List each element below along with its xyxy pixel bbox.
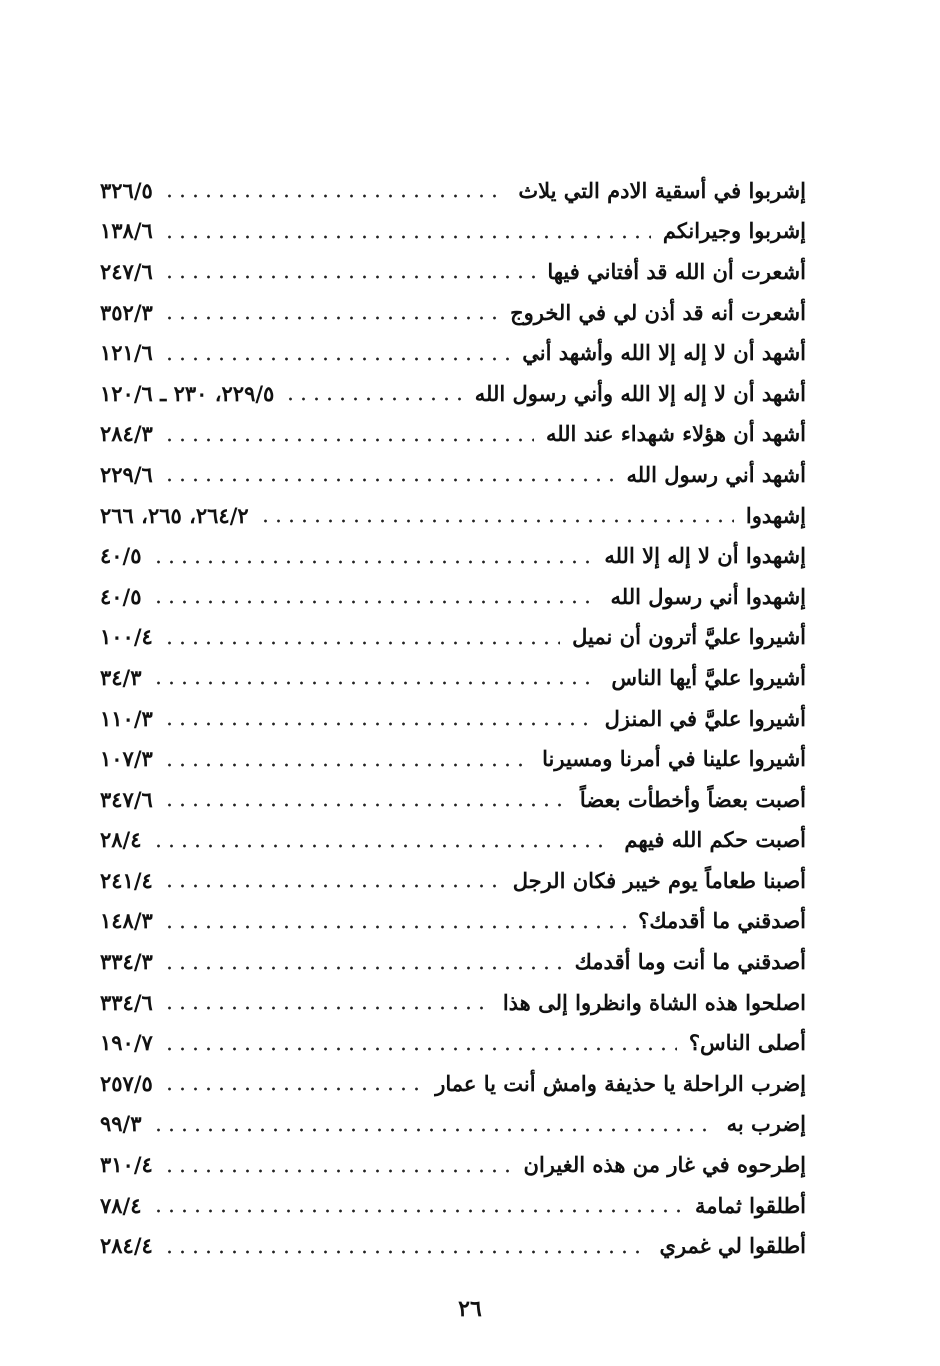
entry-reference: ٢٢٩/٥، ٢٣٠ ـ ١٢٠/٦ — [100, 380, 275, 406]
dot-leader — [163, 1169, 512, 1173]
index-entry — [100, 535, 806, 576]
entry-text: إشهدوا — [745, 502, 806, 528]
entry-text: أشهد أن لا إله إلا الله وأشهد أني — [522, 340, 806, 366]
dot-leader — [163, 438, 534, 442]
index-entry — [100, 698, 806, 739]
dot-leader — [259, 519, 734, 523]
index-entry — [100, 373, 806, 414]
entry-reference: ٤٠/٥ — [100, 583, 142, 609]
entry-text: إطرحوه في غار من هذه الغيران — [523, 1152, 806, 1178]
dot-leader — [152, 844, 613, 848]
index-entry — [100, 1104, 806, 1145]
index-entry — [100, 1022, 806, 1063]
entry-text: أصبت بعضاً وأخطأت بعضاً — [579, 786, 806, 812]
entry-reference: ١٠٠/٤ — [100, 624, 153, 650]
index-entry — [100, 414, 806, 455]
entry-reference: ١٩٠/٧ — [100, 1030, 153, 1056]
entry-text: أشهد أن هؤلاء شهداء عند الله — [545, 421, 806, 447]
entry-text: اصلحوا هذه الشاة وانظروا إلى هذا — [502, 989, 806, 1015]
entry-reference: ٣٣٤/٣ — [100, 949, 153, 975]
dot-leader — [163, 316, 498, 320]
index-entry — [100, 495, 806, 536]
entry-reference: ٢٨٤/٣ — [100, 421, 153, 447]
dot-leader — [163, 966, 563, 970]
dot-leader — [152, 681, 600, 685]
entry-reference: ١٤٨/٣ — [100, 908, 153, 934]
index-entry — [100, 941, 806, 982]
entry-text: أشعرت أن الله قد أفتاني فيها — [547, 258, 806, 284]
dot-leader — [163, 884, 501, 888]
entry-reference: ٢٨/٤ — [100, 827, 142, 853]
entry-reference: ٩٩/٣ — [100, 1111, 142, 1137]
dot-leader — [163, 803, 568, 807]
dot-leader — [163, 1006, 491, 1010]
entry-reference: ٣٣٤/٦ — [100, 989, 153, 1015]
entry-text: أشيروا عليَّ في المنزل — [604, 705, 806, 731]
entry-text: أشيروا عليَّ أيها الناس — [611, 664, 806, 690]
entry-reference: ١٠٧/٣ — [100, 746, 153, 772]
entry-text: أصلى الناس؟ — [688, 1030, 806, 1056]
entry-reference: ١٢١/٦ — [100, 340, 153, 366]
dot-leader — [163, 275, 536, 279]
index-entry — [100, 1144, 806, 1185]
dot-leader — [152, 560, 593, 564]
index-entry — [100, 860, 806, 901]
index-entry — [100, 982, 806, 1023]
dot-leader — [163, 1250, 648, 1254]
entry-reference: ٣٤/٣ — [100, 664, 142, 690]
entry-text: أصبنا طعاماً يوم خيبر فكان الرجل — [512, 867, 806, 893]
entry-text: أشيروا علينا في أمرنا ومسيرنا — [542, 746, 806, 772]
hadith-index-list — [100, 170, 806, 1266]
entry-text: أصبت حكم الله فيهم — [624, 827, 806, 853]
entry-reference: ١١٠/٣ — [100, 705, 153, 731]
entry-reference: ٧٨/٤ — [100, 1192, 142, 1218]
entry-text: أشهد أن لا إله إلا الله وأني رسول الله — [474, 380, 806, 406]
entry-text: إشربوا وجيرانكم — [662, 218, 806, 244]
entry-text: أطلقوا لي غمري — [659, 1233, 806, 1259]
dot-leader — [152, 600, 599, 604]
index-entry — [100, 211, 806, 252]
entry-text: أشيروا عليَّ أترون أن نميل — [572, 624, 806, 650]
dot-leader — [163, 357, 510, 361]
entry-reference: ٢٦٤/٢، ٢٦٥، ٢٦٦ — [100, 502, 249, 528]
dot-leader — [163, 478, 615, 482]
entry-text: أصدقني ما أنت وما أقدمك — [574, 949, 806, 975]
entry-text: أطلقوا ثمامة — [694, 1192, 806, 1218]
entry-reference: ٤٠/٥ — [100, 543, 142, 569]
index-entry — [100, 332, 806, 373]
dot-leader — [163, 1047, 677, 1051]
dot-leader — [163, 763, 530, 767]
entry-reference: ٢٤١/٤ — [100, 867, 153, 893]
entry-reference: ٣٢٦/٥ — [100, 177, 153, 203]
page-number: ٢٦ — [458, 1296, 482, 1322]
entry-reference: ٣٥٢/٣ — [100, 299, 153, 325]
index-entry — [100, 657, 806, 698]
dot-leader — [284, 397, 462, 401]
entry-reference: ٣٤٧/٦ — [100, 786, 153, 812]
entry-text: إضرب الراحلة يا حذيفة وامش أنت يا عمار — [435, 1070, 806, 1096]
dot-leader — [163, 925, 626, 929]
index-entry — [100, 251, 806, 292]
dot-leader — [163, 235, 651, 239]
entry-reference: ٣١٠/٤ — [100, 1152, 153, 1178]
index-entry — [100, 292, 806, 333]
index-entry — [100, 1185, 806, 1226]
dot-leader — [163, 722, 593, 726]
entry-reference: ٢٥٧/٥ — [100, 1070, 153, 1096]
index-entry — [100, 820, 806, 861]
index-entry — [100, 576, 806, 617]
entry-text: أشهد أني رسول الله — [626, 461, 806, 487]
entry-reference: ٢٢٩/٦ — [100, 461, 153, 487]
index-entry — [100, 617, 806, 658]
dot-leader — [163, 641, 560, 645]
index-entry — [100, 779, 806, 820]
index-entry — [100, 901, 806, 942]
dot-leader — [152, 1209, 683, 1213]
dot-leader — [163, 1087, 423, 1091]
index-entry — [100, 738, 806, 779]
entry-text: إشهدوا أني رسول الله — [610, 583, 806, 609]
entry-text: أشعرت أنه قد أذن لي في الخروج — [510, 299, 806, 325]
entry-reference: ٢٨٤/٤ — [100, 1233, 153, 1259]
index-entry — [100, 1063, 806, 1104]
entry-text: إشهدوا أن لا إله إلا الله — [604, 543, 806, 569]
index-entry — [100, 454, 806, 495]
entry-reference: ٢٤٧/٦ — [100, 258, 153, 284]
dot-leader — [152, 1128, 715, 1132]
index-entry — [100, 1225, 806, 1266]
dot-leader — [163, 194, 507, 198]
index-entry — [100, 170, 806, 211]
entry-reference: ١٣٨/٦ — [100, 218, 153, 244]
entry-text: إضرب به — [726, 1111, 806, 1137]
entry-text: أصدقني ما أقدمك؟ — [638, 908, 806, 934]
entry-text: إشربوا في أسقية الادم التي يلاث — [518, 177, 806, 203]
